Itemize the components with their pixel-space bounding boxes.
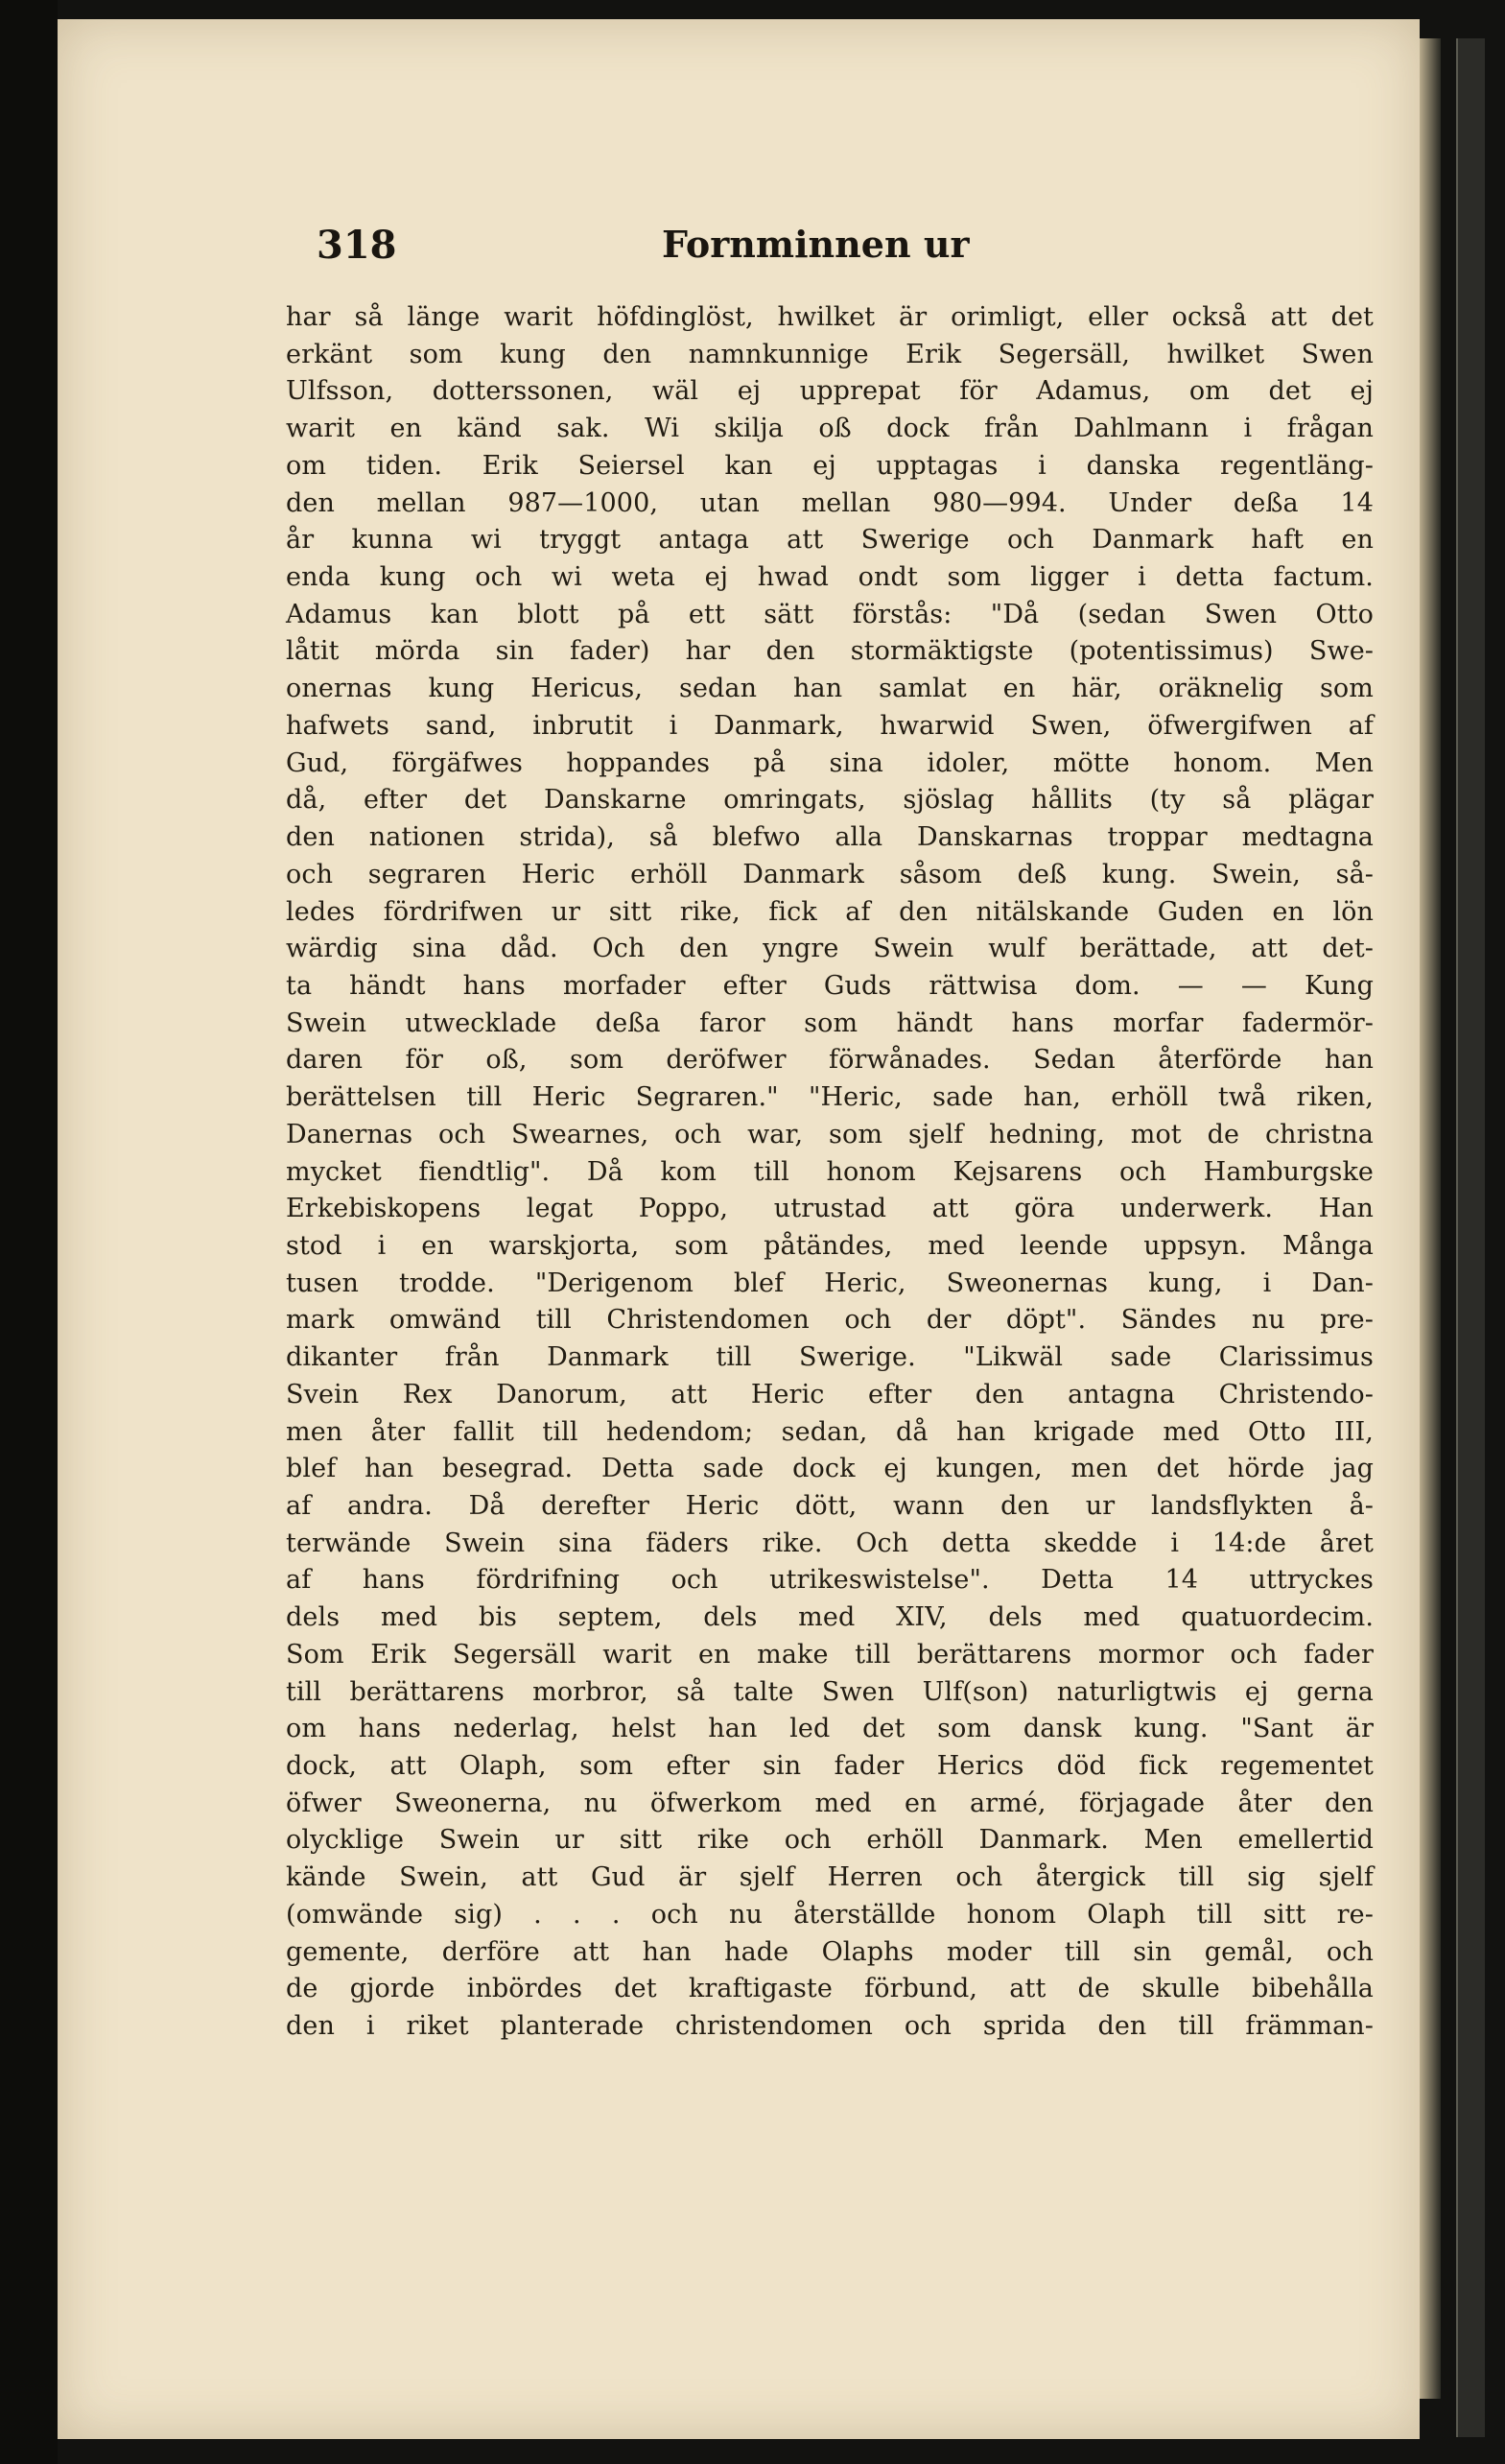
text-line: erkänt som kung den namnkunnige Erik Segersäll, hwilket Swen — [286, 339, 1374, 369]
text-line: Adamus kan blott på ett sätt förstås: "Då (sedan Swen Otto — [286, 599, 1374, 629]
text-line: då, efter det Danskarne omringats, sjöslag hållits (ty så plägar — [286, 785, 1374, 816]
text-line: den i riket planterade christendomen och sprida den till främman- — [286, 2011, 1374, 2042]
text-line: blef han besegrad. Detta sade dock ej kungen, men det hörde jag — [286, 1454, 1374, 1484]
text-line: af andra. Då derefter Heric dött, wann den ur landsflykten å- — [286, 1491, 1374, 1521]
text-line: år kunna wi tryggt antaga att Swerige och Danmark haft en — [286, 525, 1374, 556]
text-line: tusen trodde. "Derigenom blef Heric, Sweonernas kung, i Dan- — [286, 1268, 1374, 1298]
text-line: warit en känd sak. Wi skilja oß dock från Dahlmann i frågan — [286, 414, 1374, 444]
text-line: Svein Rex Danorum, att Heric efter den antagna Christendo- — [286, 1379, 1374, 1410]
text-line: om hans nederlag, helst han led det som dansk kung. "Sant är — [286, 1714, 1374, 1744]
running-head: Fornminnen ur — [662, 223, 970, 266]
page-header — [317, 223, 1180, 280]
text-line: af hans fördrifning och utrikeswistelse". Detta 14 uttryckes — [286, 1565, 1374, 1596]
text-line: stod i en warskjorta, som påtändes, med leende uppsyn. Många — [286, 1230, 1374, 1261]
text-line: berättelsen till Heric Segraren." "Heric, sade han, erhöll twå riken, — [286, 1082, 1374, 1113]
text-line: dels med bis septem, dels med XIV, dels med quatuordecim. — [286, 1602, 1374, 1633]
text-line: dock, att Olaph, som efter sin fader Herics död fick regementet — [286, 1751, 1374, 1782]
text-line: olycklige Swein ur sitt rike och erhöll Danmark. Men emellertid — [286, 1825, 1374, 1856]
text-line: Ulfsson, dotterssonen, wäl ej upprepat för Adamus, om det ej — [286, 376, 1374, 407]
text-line: den mellan 987—1000, utan mellan 980—994. Under deßa 14 — [286, 487, 1374, 518]
text-line: daren för oß, som deröfwer förwånades. Sedan återförde han — [286, 1045, 1374, 1076]
scan-background-spine — [0, 0, 58, 2464]
page-number: 318 — [317, 223, 397, 268]
text-line: gemente, derföre att han hade Olaphs moder till sin gemål, och — [286, 1936, 1374, 1967]
text-line: onernas kung Hericus, sedan han samlat en här, oräknelig som — [286, 674, 1374, 704]
text-line: om tiden. Erik Seiersel kan ej upptagas i danska regentläng- — [286, 450, 1374, 481]
text-line: ledes fördrifwen ur sitt rike, fick af den nitälskande Guden en lön — [286, 896, 1374, 927]
text-line: de gjorde inbördes det kraftigaste förbund, att de skulle bibehålla — [286, 1974, 1374, 2004]
text-line: har så länge warit höfdinglöst, hwilket är orimligt, eller också att det — [286, 302, 1374, 332]
text-line: enda kung och wi weta ej hwad ondt som ligger i detta factum. — [286, 562, 1374, 593]
scanner-strip — [1456, 38, 1485, 2437]
text-line: Erkebiskopens legat Poppo, utrustad att göra underwerk. Han — [286, 1194, 1374, 1224]
text-line: (omwände sig) . . . och nu återställde honom Olaph till sitt re- — [286, 1899, 1374, 1930]
text-line: och segraren Heric erhöll Danmark såsom deß kung. Swein, så- — [286, 859, 1374, 889]
text-line: terwände Swein sina fäders rike. Och detta skedde i 14:de året — [286, 1528, 1374, 1558]
text-line: mark omwänd till Christendomen och der döpt". Sändes nu pre- — [286, 1305, 1374, 1336]
body-text — [286, 299, 1374, 2046]
text-line: Gud, förgäfwes hoppandes på sina idoler, mötte honom. Men — [286, 747, 1374, 778]
text-line: till berättarens morbror, så talte Swen Ulf(son) naturligtwis ej gerna — [286, 1676, 1374, 1707]
text-line: wärdig sina dåd. Och den yngre Swein wulf berättade, att det- — [286, 934, 1374, 964]
text-line: kände Swein, att Gud är sjelf Herren och återgick till sig sjelf — [286, 1862, 1374, 1893]
text-line: låtit mörda sin fader) har den stormäktigste (potentissimus) Swe- — [286, 636, 1374, 667]
text-line: Som Erik Segersäll warit en make till berättarens mormor och fader — [286, 1639, 1374, 1670]
text-line: ta händt hans morfader efter Guds rättwisa dom. — — Kung — [286, 970, 1374, 1001]
text-line: Swein utwecklade deßa faror som händt hans morfar fadermör- — [286, 1007, 1374, 1038]
text-line: men åter fallit till hedendom; sedan, då han krigade med Otto III, — [286, 1416, 1374, 1447]
page-edge — [1420, 38, 1441, 2399]
text-line: mycket fiendtlig". Då kom till honom Kejsarens och Hamburgske — [286, 1156, 1374, 1187]
text-line: hafwets sand, inbrutit i Danmark, hwarwid Swen, öfwergifwen af — [286, 710, 1374, 741]
text-line: dikanter från Danmark till Swerige. "Likwäl sade Clarissimus — [286, 1342, 1374, 1373]
text-line: den nationen strida), så blefwo alla Danskarnas troppar medtagna — [286, 822, 1374, 853]
text-line: öfwer Sweonerna, nu öfwerkom med en armé, förjagade åter den — [286, 1788, 1374, 1818]
text-line: Danernas och Swearnes, och war, som sjelf hedning, mot de christna — [286, 1119, 1374, 1149]
